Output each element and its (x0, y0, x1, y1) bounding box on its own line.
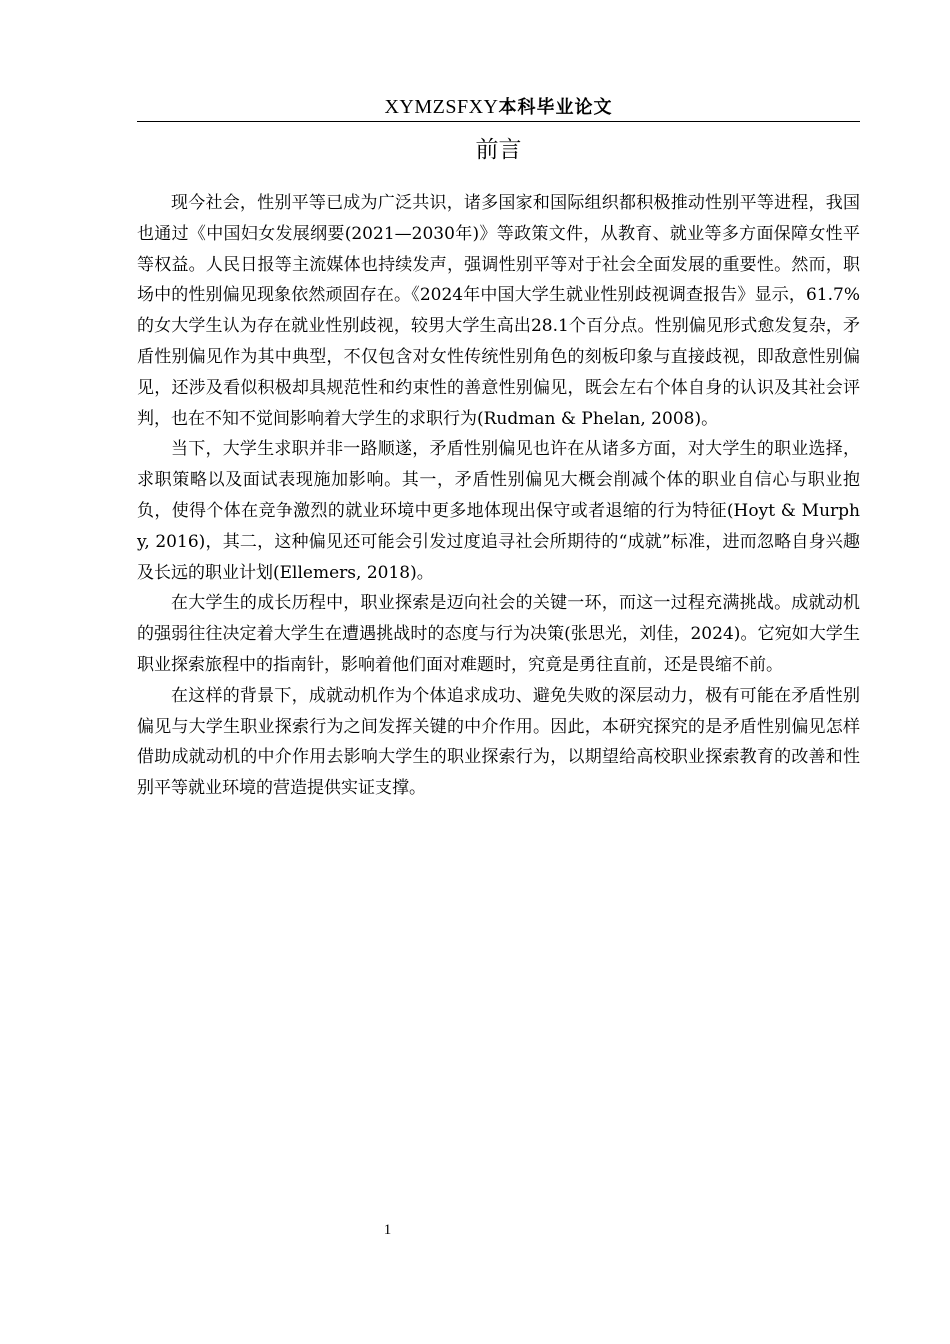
paragraph-4: 在这样的背景下，成就动机作为个体追求成功、避免失败的深层动力，极有可能在矛盾性别偏见与大学生职业探索行为之间发挥关键的中介作用。因此，本研究探究的是矛盾性别偏见怎样借助成就动机的中介作用去影响大学生的职业探索行为，以期望给高校职业探索教育的改善和性别平等就业环境的营造提供实证支撑。 (137, 685, 860, 799)
paragraph-2: 当下，大学生求职并非一路顺遂，矛盾性别偏见也许在从诸多方面，对大学生的职业选择，求职策略以及面试表现施加影响。其一，矛盾性别偏见大概会削减个体的职业自信心与职业抱负，使得个体在竞争激烈的就业环境中更多地体现出保守或者退缩的行为特征(Hoyt & Murphy, 2016)，其二，这种偏见还可能会引发过度追寻社会所期待的“成就”标准，进而忽略自身兴趣及长远的职业计划(Ellemers, 2018)。 (137, 439, 860, 583)
page-number: 1 (383, 1222, 392, 1238)
paragraph-3: 在大学生的成长历程中，职业探索是迈向社会的关键一环，而这一过程充满挑战。成就动机的强弱往往决定着大学生在遭遇挑战时的态度与行为决策(张思光，刘佳，2024)。它宛如大学生职业探索旅程中的指南针，影响着他们面对难题时，究竟是勇往直前，还是畏缩不前。 (137, 593, 860, 675)
paragraph-1: 现今社会，性别平等已成为广泛共识，诸多国家和国际组织都积极推动性别平等进程，我国也通过《中国妇女发展纲要(2021—2030年)》等政策文件，从教育、就业等多方面保障女性平等权益。人民日报等主流媒体也持续发声，强调性别平等对于社会全面发展的重要性。然而，职场中的性别偏见现象依然顽固存在。《2024年中国大学生就业性别歧视调查报告》显示，61.7%的女大学生认为存在就业性别歧视，较男大学生高出28.1个百分点。性别偏见形式愈发复杂，矛盾性别偏见作为其中典型，不仅包含对女性传统性别角色的刻板印象与直接歧视，即敌意性别偏见，还涉及看似积极却具规范性和约束性的善意性别偏见，既会左右个体自身的认识及其社会评判，也在不知不觉间影响着大学生的求职行为(Rudman & Phelan, 2008)。 (137, 193, 860, 429)
header-rule (137, 121, 860, 122)
header-code: XYMZSFXY (384, 96, 499, 118)
body-text (137, 188, 860, 804)
section-title: 前言 (475, 137, 522, 163)
running-header (137, 94, 860, 121)
header-label: 本科毕业论文 (498, 97, 613, 118)
